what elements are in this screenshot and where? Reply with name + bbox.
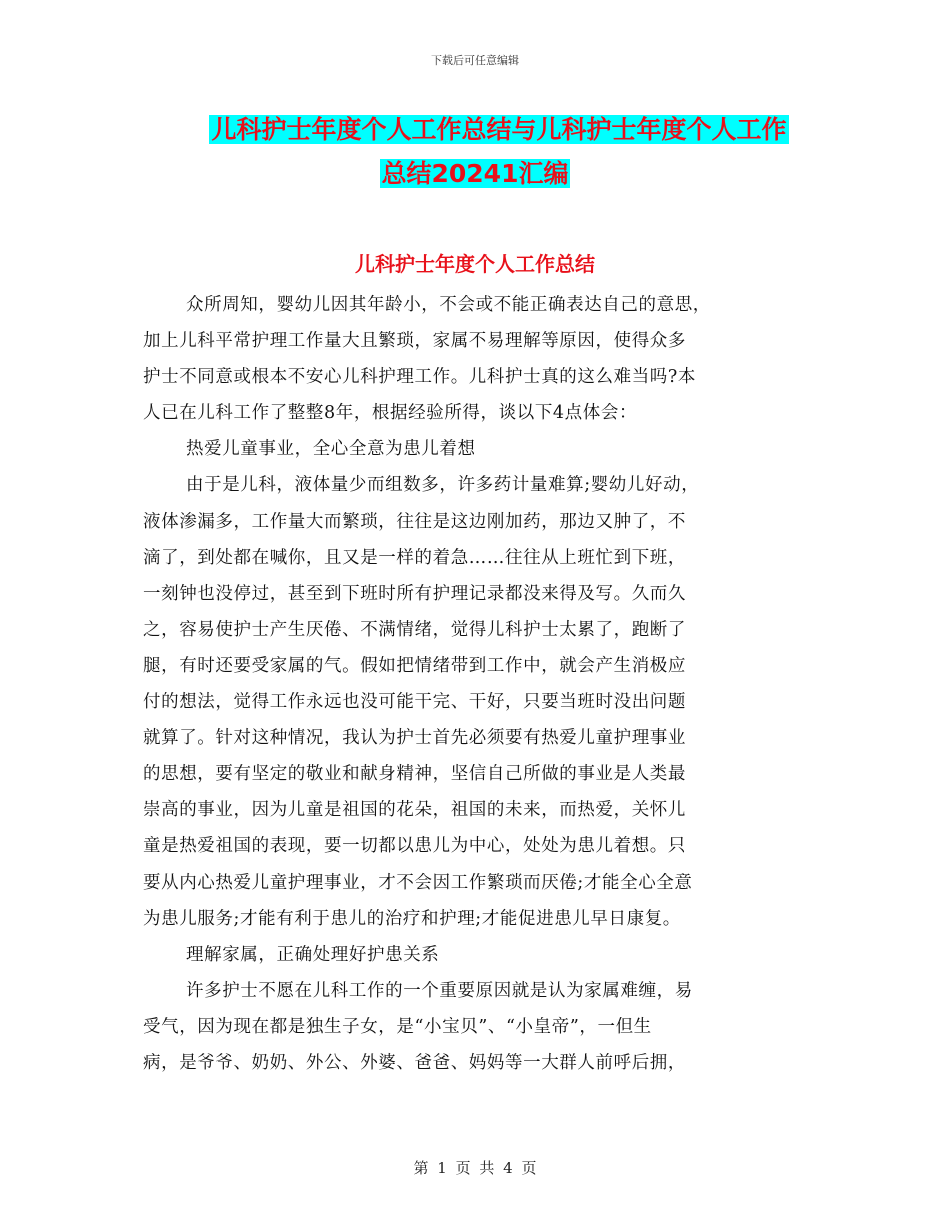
section-title: 儿科护士年度个人工作总结 [355, 252, 595, 276]
body-line: 为患儿服务;才能有利于患儿的治疗和护理;才能促进患儿早日康复。 [143, 908, 681, 929]
body-line: 滴了，到处都在喊你，且又是一样的着急……往往从上班忙到下班， [143, 547, 686, 568]
body-line: 一刻钟也没停过，甚至到下班时所有护理记录都没来得及写。久而久 [143, 583, 686, 604]
body-line: 就算了。针对这种情况，我认为护士首先必须要有热爱儿童护理事业 [143, 728, 686, 749]
body-line: 的思想，要有坚定的敬业和献身精神，坚信自己所做的事业是人类最 [143, 764, 686, 785]
body-line: 腿，有时还要受家属的气。假如把情绪带到工作中，就会产生消极应 [143, 655, 686, 676]
page-footer: 第 1 页 共 4 页 [413, 1159, 537, 1177]
document-title-line-1: 儿科护士年度个人工作总结与儿科护士年度个人工作 [211, 115, 787, 144]
body-line: 加上儿科平常护理工作量大且繁琐，家属不易理解等原因，使得众多 [143, 331, 686, 352]
header-note: 下载后可任意编辑 [431, 54, 519, 67]
body-line: 受气，因为现在都是独生子女，是“小宝贝”、“小皇帝”，一但生 [143, 1016, 652, 1037]
body-line: 由于是儿科，液体量少而组数多，许多药计量难算;婴幼儿好动， [186, 475, 700, 496]
body-line: 许多护士不愿在儿科工作的一个重要原因就是认为家属难缠，易 [186, 980, 693, 1001]
body-line: 众所周知，婴幼儿因其年龄小，不会或不能正确表达自己的意思， [186, 295, 711, 315]
body-line: 童是热爱祖国的表现，要一切都以患儿为中心，处处为患儿着想。只 [143, 836, 686, 857]
body-line: 热爱儿童事业，全心全意为患儿着想 [186, 439, 476, 460]
body-line: 理解家属，正确处理好护患关系 [186, 944, 440, 965]
body-line: 付的想法，觉得工作永远也没可能干完、干好，只要当班时没出问题 [143, 692, 686, 713]
body-line: 崇高的事业，因为儿童是祖国的花朵，祖国的未来，而热爱，关怀儿 [143, 800, 686, 821]
body-line: 人已在儿科工作了整整8年，根据经验所得，谈以下4点体会： [143, 403, 638, 424]
body-line: 之，容易使护士产生厌倦、不满情绪，觉得儿科护士太累了，跑断了 [143, 619, 686, 640]
body-line: 护士不同意或根本不安心儿科护理工作。儿科护士真的这么难当吗?本 [143, 367, 696, 388]
body-text [143, 287, 808, 1081]
document-title-line-2: 总结20241汇编 [381, 159, 569, 188]
body-line: 病，是爷爷、奶奶、外公、外婆、爸爸、妈妈等一大群人前呼后拥， [143, 1052, 686, 1073]
body-line: 液体渗漏多，工作量大而繁琐，往往是这边刚加药，那边又肿了，不 [143, 511, 686, 532]
body-line: 要从内心热爱儿童护理事业，才不会因工作繁琐而厌倦;才能全心全意 [143, 872, 693, 893]
